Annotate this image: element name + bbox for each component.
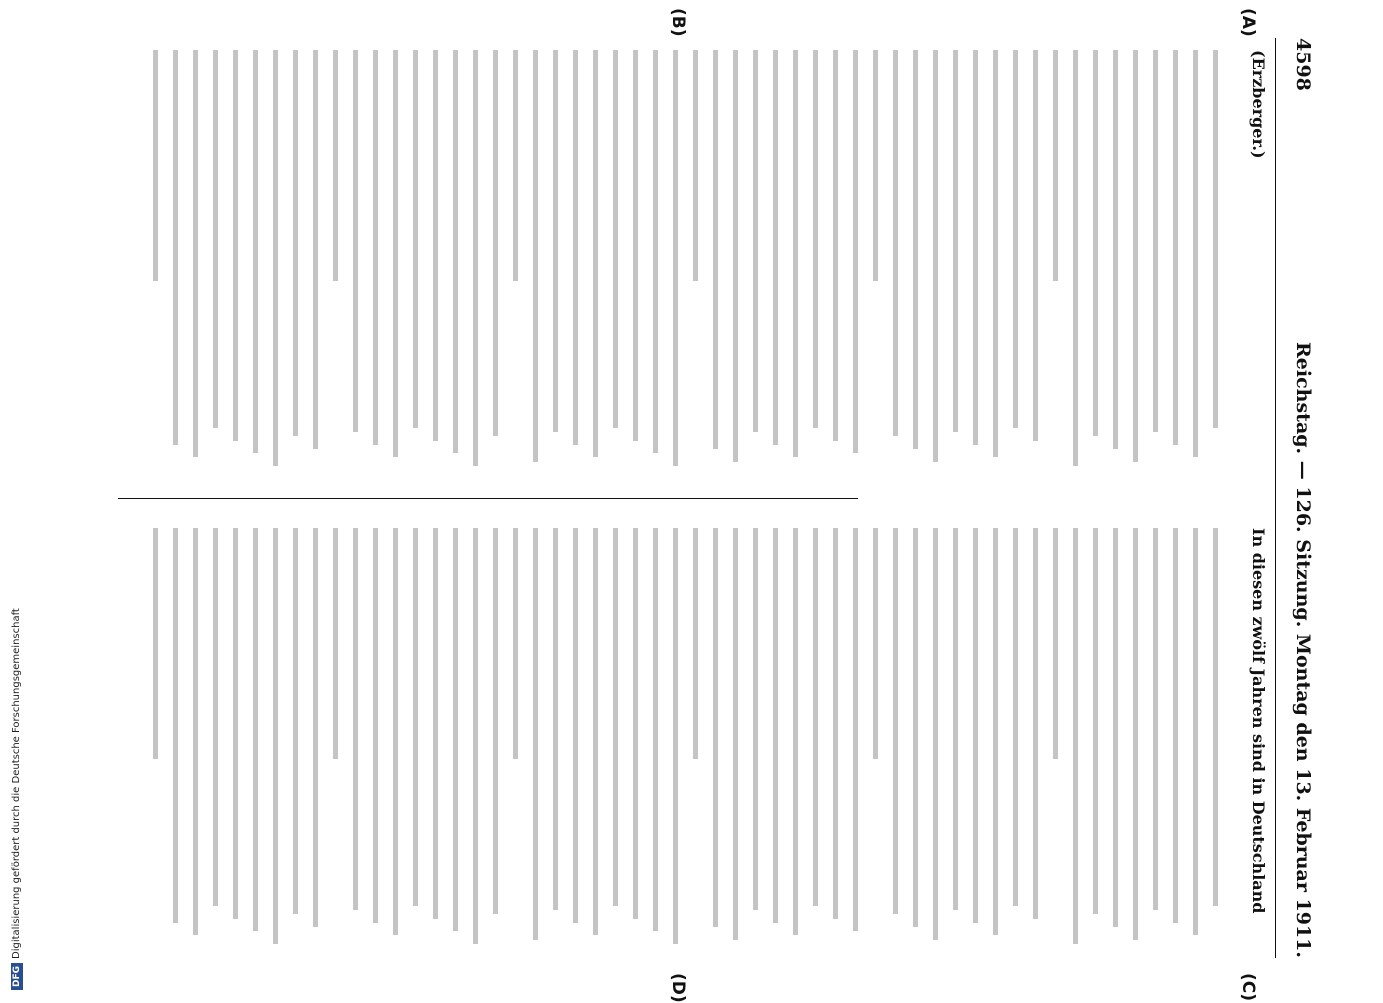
text-line-placeholder [673,528,678,944]
text-line-placeholder [1173,528,1178,923]
text-line-placeholder [953,528,958,910]
text-line-placeholder [413,528,418,906]
text-line-placeholder [1113,528,1118,927]
text-line-placeholder [253,50,258,453]
text-line-placeholder [1093,50,1098,436]
text-line-placeholder [1053,50,1058,281]
text-line-placeholder [393,528,398,935]
text-line-placeholder [1073,528,1078,944]
text-line-placeholder [313,50,318,449]
text-line-placeholder [853,50,858,453]
text-line-placeholder [433,528,438,919]
text-line-placeholder [173,50,178,445]
text-line-placeholder [993,528,998,935]
text-line-placeholder [1073,50,1078,466]
text-line-placeholder [453,50,458,453]
text-line-placeholder [753,528,758,910]
digitization-credit [0,0,22,1000]
text-line-placeholder [593,528,598,935]
margin-mark-a: (A) [1238,8,1258,37]
text-line-placeholder [473,50,478,466]
header-rule [1275,38,1276,958]
left-column-opening: (Erzberger.) [1249,50,1268,159]
text-line-placeholder [713,50,718,449]
text-line-placeholder [633,50,638,441]
text-line-placeholder [553,50,558,432]
text-line-placeholder [1093,528,1098,914]
text-line-placeholder [373,528,378,923]
text-line-placeholder [273,50,278,466]
text-line-placeholder [513,528,518,759]
text-line-placeholder [233,528,238,919]
text-line-placeholder [573,50,578,445]
text-line-placeholder [613,50,618,428]
text-line-placeholder [1153,528,1158,910]
left-column-body [128,50,1218,470]
text-line-placeholder [1133,528,1138,940]
text-line-placeholder [1113,50,1118,449]
margin-mark-c: (C) [1238,973,1258,1002]
margin-mark-b: (B) [668,8,688,37]
text-line-placeholder [333,528,338,759]
text-line-placeholder [753,50,758,432]
text-line-placeholder [633,528,638,919]
text-line-placeholder [1053,528,1058,759]
text-line-placeholder [713,528,718,927]
text-line-placeholder [1033,528,1038,919]
text-line-placeholder [973,50,978,445]
text-line-placeholder [493,528,498,914]
text-line-placeholder [613,528,618,906]
text-line-placeholder [813,50,818,428]
text-line-placeholder [353,50,358,432]
text-line-placeholder [873,528,878,759]
text-line-placeholder [733,528,738,940]
text-line-placeholder [833,50,838,441]
running-header [1284,38,1314,958]
text-line-placeholder [193,528,198,935]
text-line-placeholder [333,50,338,281]
text-line-placeholder [1213,50,1218,428]
text-line-placeholder [1193,528,1198,935]
text-line-placeholder [933,50,938,462]
text-line-placeholder [873,50,878,281]
text-line-placeholder [373,50,378,445]
text-line-placeholder [973,528,978,923]
text-line-placeholder [653,528,658,931]
text-line-placeholder [833,528,838,919]
text-line-placeholder [573,528,578,923]
text-line-placeholder [893,528,898,914]
text-line-placeholder [593,50,598,457]
text-line-placeholder [813,528,818,906]
text-line-placeholder [773,528,778,923]
text-line-placeholder [153,528,158,759]
text-line-placeholder [293,528,298,914]
text-line-placeholder [153,50,158,281]
text-line-placeholder [513,50,518,281]
text-line-placeholder [1213,528,1218,906]
text-line-placeholder [693,528,698,759]
margin-mark-d: (D) [668,973,688,1003]
text-line-placeholder [733,50,738,462]
text-line-placeholder [533,528,538,940]
text-line-placeholder [693,50,698,281]
text-line-placeholder [1033,50,1038,441]
text-line-placeholder [653,50,658,453]
text-line-placeholder [1193,50,1198,457]
credit-text: Digitalisierung gefördert durch die Deutsche Forschungsgemeinschaft [11,608,22,959]
text-line-placeholder [233,50,238,441]
text-line-placeholder [253,528,258,931]
text-line-placeholder [473,528,478,944]
text-line-placeholder [953,50,958,432]
text-line-placeholder [313,528,318,927]
text-line-placeholder [553,528,558,910]
dfg-logo-icon: DFG [11,963,23,990]
credit-text-wrapper [11,608,23,990]
text-line-placeholder [413,50,418,428]
header-title: Reichstag. — 126. Sitzung. Montag den 13. Februar 1911. [1292,342,1314,958]
text-line-placeholder [853,528,858,931]
text-line-placeholder [453,528,458,931]
text-line-placeholder [1153,50,1158,432]
text-line-placeholder [213,50,218,428]
text-line-placeholder [913,528,918,927]
text-line-placeholder [1173,50,1178,445]
text-line-placeholder [293,50,298,436]
text-line-placeholder [673,50,678,466]
text-line-placeholder [213,528,218,906]
text-line-placeholder [433,50,438,441]
text-line-placeholder [893,50,898,436]
right-column-opening: In diesen zwölf Jahren sind in Deutschland [1249,528,1268,914]
text-line-placeholder [533,50,538,462]
right-column-body [128,528,1218,948]
text-line-placeholder [273,528,278,944]
text-line-placeholder [393,50,398,457]
newspaper-page [88,8,1328,1003]
text-line-placeholder [173,528,178,923]
text-line-placeholder [1013,528,1018,906]
text-line-placeholder [793,528,798,935]
text-line-placeholder [353,528,358,910]
text-line-placeholder [1133,50,1138,462]
text-line-placeholder [1013,50,1018,428]
right-column [128,528,1268,948]
text-line-placeholder [913,50,918,449]
text-line-placeholder [773,50,778,445]
column-rule [118,498,858,499]
text-line-placeholder [493,50,498,436]
text-line-placeholder [793,50,798,457]
page-number: 4598 [1292,38,1314,91]
text-line-placeholder [993,50,998,457]
left-column [128,50,1268,470]
text-line-placeholder [193,50,198,457]
text-line-placeholder [933,528,938,940]
